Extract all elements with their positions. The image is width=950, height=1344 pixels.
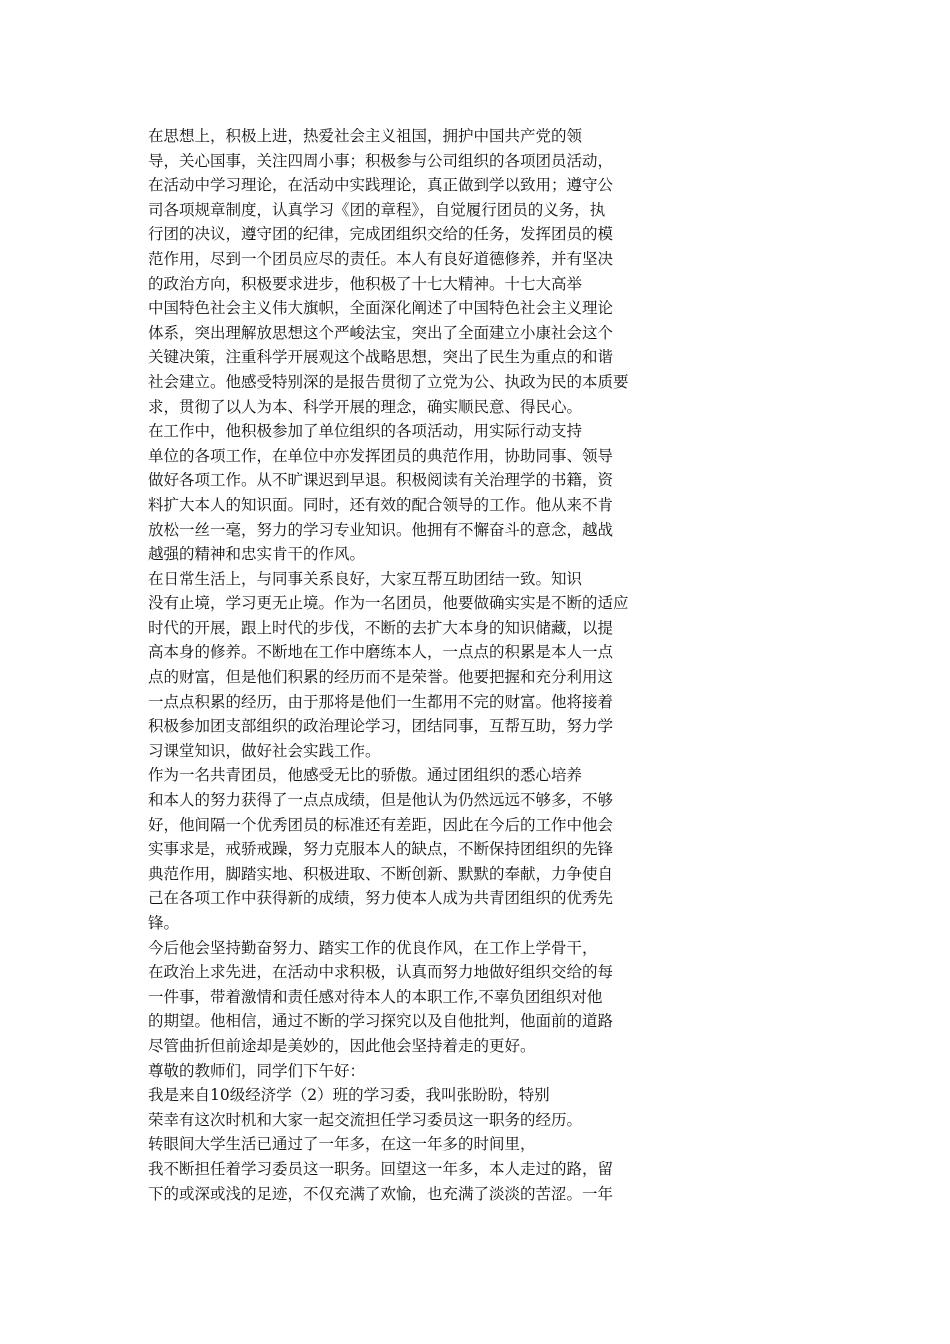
text-line: 没有止境，学习更无止境。作为一名团员，他要做确实实是不断的适应 [148,594,629,613]
text-line: 实事求是，戒骄戒躁，努力克服本人的缺点，不断保持团组织的先锋 [148,840,614,859]
text-line: 的期望。他相信，通过不断的学习探究以及自他批判，他面前的道路 [148,1012,614,1031]
text-line: 典范作用，脚踏实地、积极进取、不断创新、默默的奉献，力争使自 [148,864,614,883]
text-line: 时代的开展，跟上时代的步伐，不断的去扩大本身的知识储藏，以提 [148,618,614,637]
text-line: 的政治方向，积极要求进步，他积极了十七大精神。十七大高举 [148,274,583,293]
text-line: 在思想上，积极上进，热爱社会主义祖国，拥护中国共产党的领 [148,127,583,145]
text-line: 尽管曲折但前途却是美妙的，因此他会坚持着走的更好。 [148,1036,536,1055]
text-line: 导，关心国事，关注四周小事；积极参与公司组织的各项团员活动， [148,151,614,170]
text-line: 一件事，带着激情和责任感对待本人的本职工作,不辜负团组织对他 [148,987,603,1006]
text-line: 今后他会坚持勤奋努力、踏实工作的优良作风，在工作上学骨干， [148,938,598,957]
text-line: 尊敬的教师们，同学们下午好： [148,1061,366,1080]
text-line: 料扩大本人的知识面。同时，还有效的配合领导的工作。他从来不肯 [148,495,614,514]
text-line: 习课堂知识，做好社会实践工作。 [148,741,381,760]
text-line: 积极参加团支部组织的政治理论学习，团结同事，互帮互助，努力学 [148,717,614,736]
text-line: 在活动中学习理论，在活动中实践理论，真正做到学以致用；遵守公 [148,176,614,195]
text-line: 我是来自10级经济学（2）班的学习委，我叫张盼盼，特别 [148,1086,550,1105]
text-line: 司各项规章制度，认真学习《团的章程》，自觉履行团员的义务，执 [148,200,606,219]
text-line: 在工作中，他积极参加了单位组织的各项活动，用实际行动支持 [148,422,583,441]
body-text [148,124,678,1206]
text-line: 锋。 [148,914,180,932]
text-line: 荣幸有这次时机和大家一起交流担任学习委员这一职务的经历。 [148,1110,583,1129]
text-line: 转眼间大学生活已通过了一年多，在这一年多的时间里， [148,1135,536,1154]
text-line: 社会建立。他感受特别深的是报告贯彻了立党为公、执政为民的本质要 [148,372,629,391]
text-line: 中国特色社会主义伟大旗帜，全面深化阐述了中国特色社会主义理论 [148,299,614,318]
text-line: 点的财富，但是他们积累的经历而不是荣誉。他要把握和充分利用这 [148,668,614,687]
text-line: 放松一丝一毫，努力的学习专业知识。他拥有不懈奋斗的意念，越战 [148,520,614,539]
text-line: 一点点积累的经历，由于那将是他们一生都用不完的财富。他将接着 [148,692,614,711]
text-line: 在日常生活上，与同事关系良好，大家互帮互助团结一致。知识 [148,569,583,588]
text-line: 单位的各项工作，在单位中亦发挥团员的典范作用，协助同事、领导 [148,446,614,465]
text-line: 关键决策，注重科学开展观这个战略思想，突出了民生为重点的和谐 [148,348,614,367]
text-line: 行团的决议，遵守团的纪律，完成团组织交给的任务，发挥团员的模 [148,225,614,244]
text-line: 在政治上求先进，在活动中求积极，认真而努力地做好组织交给的每 [148,963,614,982]
text-line: 好，他间隔一个优秀团员的标准还有差距，因此在今后的工作中他会 [148,815,614,834]
text-line: 和本人的努力获得了一点点成绩，但是他认为仍然远远不够多，不够 [148,791,614,810]
text-line: 我不断担任着学习委员这一职务。回望这一年多，本人走过的路，留 [148,1159,614,1178]
text-line: 求，贯彻了以人为本、科学开展的理念，确实顺民意、得民心。 [148,397,583,416]
text-line: 越强的精神和忠实肯干的作风。 [148,545,366,564]
text-line: 体系，突出理解放思想这个严峻法宝，突出了全面建立小康社会这个 [148,323,614,342]
text-line: 下的或深或浅的足迹，不仅充满了欢愉，也充满了淡淡的苦涩。一年 [148,1184,614,1203]
text-line: 己在各项工作中获得新的成绩，努力使本人成为共青团组织的优秀先 [148,889,614,908]
text-line: 做好各项工作。从不旷课迟到早退。积极阅读有关治理学的书籍，资 [148,471,614,490]
text-line: 高本身的修养。不断地在工作中磨练本人，一点点的积累是本人一点 [148,643,614,662]
text-line: 作为一名共青团员，他感受无比的骄傲。通过团组织的悉心培养 [148,766,583,785]
text-line: 范作用，尽到一个团员应尽的责任。本人有良好道德修养，并有坚决 [148,249,614,268]
